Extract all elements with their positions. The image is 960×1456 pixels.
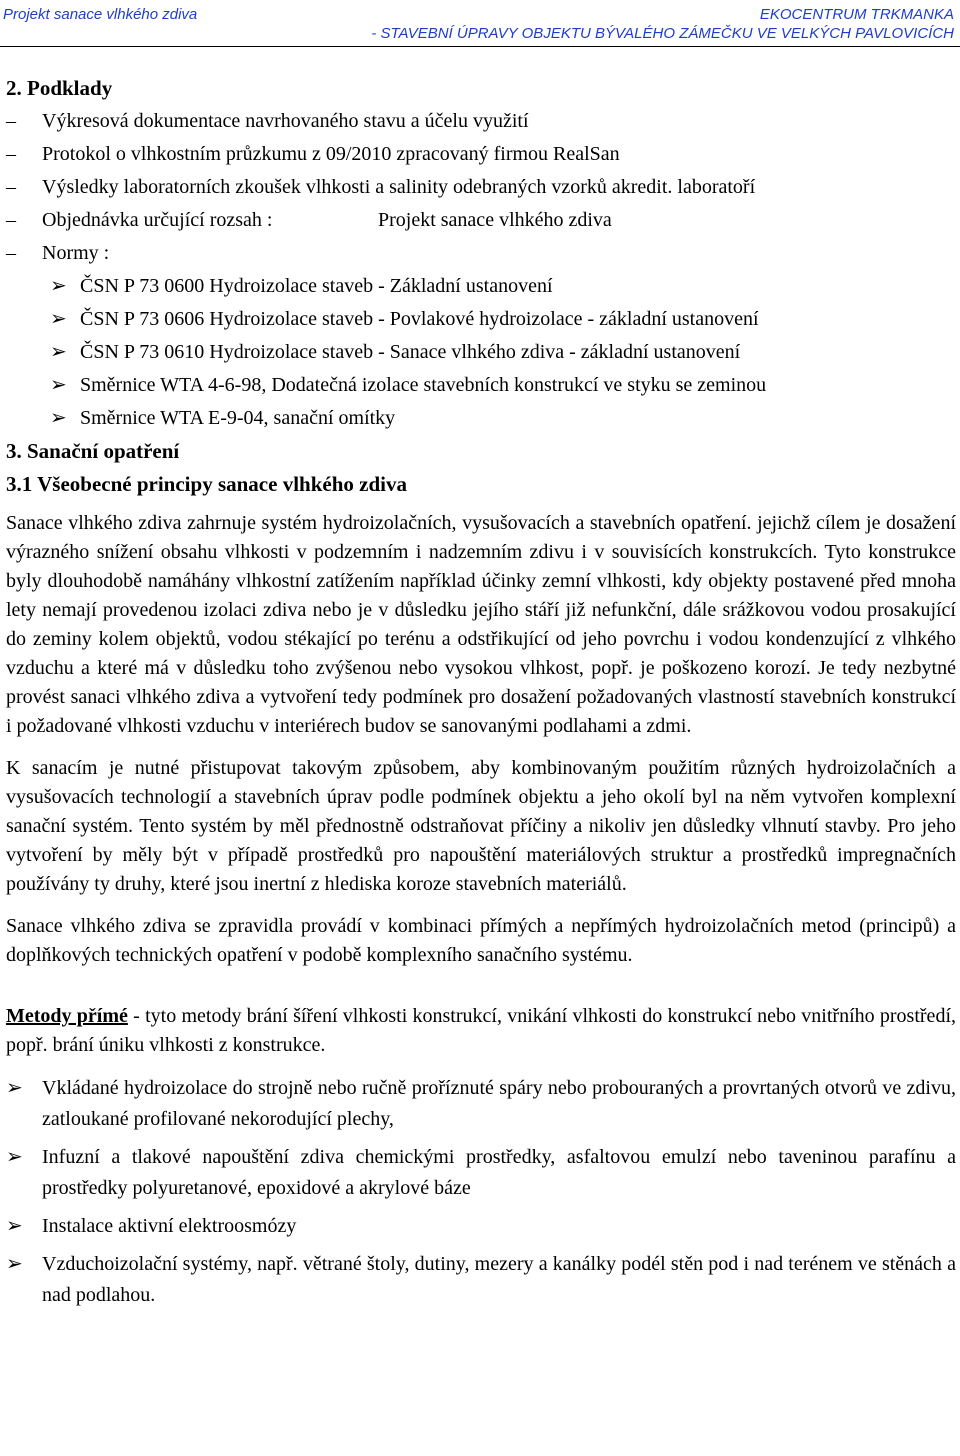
norm-text: ČSN P 73 0606 Hydroizolace staveb - Povlakové hydroizolace - základní ustanovení bbox=[80, 308, 759, 330]
dash-icon: – bbox=[6, 176, 16, 198]
norms-item bbox=[6, 237, 956, 270]
method-bullet bbox=[6, 1142, 956, 1204]
norm-text: Směrnice WTA E-9-04, sanační omítky bbox=[80, 407, 396, 429]
header-organization: EKOCENTRUM TRKMANKA bbox=[759, 6, 954, 23]
arrow-bullet-icon: ➢ bbox=[6, 1146, 23, 1168]
section-3-1-heading: 3.1 Všeobecné principy sanace vlhkého zdiva bbox=[6, 472, 407, 496]
dash-icon: – bbox=[6, 242, 16, 264]
method-bullet bbox=[6, 1073, 956, 1135]
norm-item bbox=[6, 402, 956, 435]
arrow-bullet-icon: ➢ bbox=[6, 1253, 23, 1275]
norm-item bbox=[6, 369, 956, 402]
paragraph-combination: Sanace vlhkého zdiva se zpravidla provádí v kombinaci přímých a nepřímých hydroizolačních metod (principů) a doplňkových technických opatření v podobě komplexního sanačního systému. bbox=[6, 915, 956, 966]
method-bullet-text: Instalace aktivní elektroosmózy bbox=[42, 1215, 297, 1237]
page-header bbox=[0, 0, 960, 47]
order-scope-value: Projekt sanace vlhkého zdiva bbox=[378, 209, 612, 231]
source-item-text: Protokol o vlhkostním průzkumu z 09/2010 zpracovaný firmou RealSan bbox=[42, 143, 620, 165]
arrow-bullet-icon: ➢ bbox=[50, 374, 67, 396]
norm-item bbox=[6, 336, 956, 369]
method-bullet bbox=[6, 1211, 956, 1242]
source-item-text: Výkresová dokumentace navrhovaného stavu a účelu využití bbox=[42, 110, 529, 132]
source-item bbox=[6, 138, 956, 171]
order-scope-label: Objednávka určující rozsah : bbox=[42, 209, 273, 231]
arrow-bullet-icon: ➢ bbox=[50, 407, 67, 429]
method-bullet-text: Vzduchoizolační systémy, např. větrané štoly, dutiny, mezery a kanálky podél stěn pod i nad terénem ve stěnách a nad podlahou. bbox=[42, 1253, 956, 1306]
method-bullet-text: Infuzní a tlakové napouštění zdiva chemickými prostředky, asfaltovou emulzí nebo taveninou parafínu a prostředky polyuretanové, epoxidové a akrylové báze bbox=[42, 1146, 956, 1199]
source-item bbox=[6, 171, 956, 204]
method-bullet bbox=[6, 1249, 956, 1311]
norm-text: ČSN P 73 0610 Hydroizolace staveb - Sanace vlhkého zdiva - základní ustanovení bbox=[80, 341, 741, 363]
arrow-bullet-icon: ➢ bbox=[50, 275, 67, 297]
arrow-bullet-icon: ➢ bbox=[6, 1077, 23, 1099]
document-body bbox=[6, 72, 956, 1311]
header-project-subtitle: - STAVEBNÍ ÚPRAVY OBJEKTU BÝVALÉHO ZÁMEČKU VE VELKÝCH PAVLOVICÍCH bbox=[371, 25, 954, 42]
source-item-text: Výsledky laboratorních zkoušek vlhkosti a salinity odebraných vzorků akredit. laboratoří bbox=[42, 176, 756, 198]
paragraph-approach: K sanacím je nutné přistupovat takovým způsobem, aby kombinovaným použitím různých hydroizolačních a vysušovacích technologií a stavebních úprav podle podmínek objektu a jeho okolí byl na něm vytvořen komplexní sanační systém. Tento systém by měl přednostně odstraňovat příčiny a nikoliv jen důsledky vlhnutí stavby. Pro jeho vytvoření by měly být v případě prostředků pro napouštění materiálových struktur a prostředků impregnačních používány ty druhy, které jsou inertní z hlediska koroze stavebních materiálů. bbox=[6, 757, 956, 895]
paragraph-general-principles: Sanace vlhkého zdiva zahrnuje systém hydroizolačních, vysušovacích a stavebních opatření. jejichž cílem je dosažení výrazného snížení obsahu vlhkosti v podzemním i nadzemním zdivu i v souvisících konstrukcích. Tyto konstrukce byly dlouhodobě namáhány vlhkostní zatížením například účinky zemní vlhkosti, kdy objekty postavené před mnoha lety nemají provedenou izolaci zdiva nebo je v důsledku jejího stáří již nefunkční, dále srážkovou vodou prosakující do zeminy kolem objektů, vodou stékající po terénu a odstřikující od jeho povrchu i vodou kondenzující z vlhkého vzduchu a které má v důsledku toho zvýšenou nebo vysokou vlhkost, popř. je poškozeno korozí. Je tedy nezbytné provést sanaci vlhkého zdiva a vytvoření tedy podmínek pro dosažení požadovaných vlastností stavebních konstrukcí i požadované vlhkosti vzduchu v interiérech budov se sanovanými podlahami a zdmi. bbox=[6, 512, 956, 737]
arrow-bullet-icon: ➢ bbox=[50, 308, 67, 330]
method-bullet-text: Vkládané hydroizolace do strojně nebo ručně proříznuté spáry nebo probouraných a provrtaných otvorů ve zdivu, zatloukané profilované nekorodující plechy, bbox=[42, 1077, 956, 1130]
norm-text: ČSN P 73 0600 Hydroizolace staveb - Základní ustanovení bbox=[80, 275, 553, 297]
norm-item bbox=[6, 270, 956, 303]
norms-label: Normy : bbox=[42, 242, 110, 264]
norm-text: Směrnice WTA 4-6-98, Dodatečná izolace stavebních konstrukcí ve styku se zeminou bbox=[80, 374, 767, 396]
norm-item bbox=[6, 303, 956, 336]
section-3-heading: 3. Sanační opatření bbox=[6, 439, 180, 463]
direct-methods-label: Metody přímé bbox=[6, 1005, 128, 1027]
direct-methods-text: - tyto metody brání šíření vlhkosti konstrukcí, vnikání vlhkosti do konstrukcí nebo vnitřního prostředí, popř. brání úniku vlhkosti z konstrukce. bbox=[6, 1005, 956, 1056]
order-scope-item bbox=[6, 204, 956, 237]
arrow-bullet-icon: ➢ bbox=[6, 1215, 23, 1237]
arrow-bullet-icon: ➢ bbox=[50, 341, 67, 363]
dash-icon: – bbox=[6, 110, 16, 132]
section-2-heading: 2. Podklady bbox=[6, 76, 113, 100]
paragraph-direct-methods bbox=[6, 1002, 956, 1060]
source-item bbox=[6, 105, 956, 138]
header-project-name: Projekt sanace vlhkého zdiva bbox=[3, 6, 198, 23]
dash-icon: – bbox=[6, 209, 16, 231]
dash-icon: – bbox=[6, 143, 16, 165]
